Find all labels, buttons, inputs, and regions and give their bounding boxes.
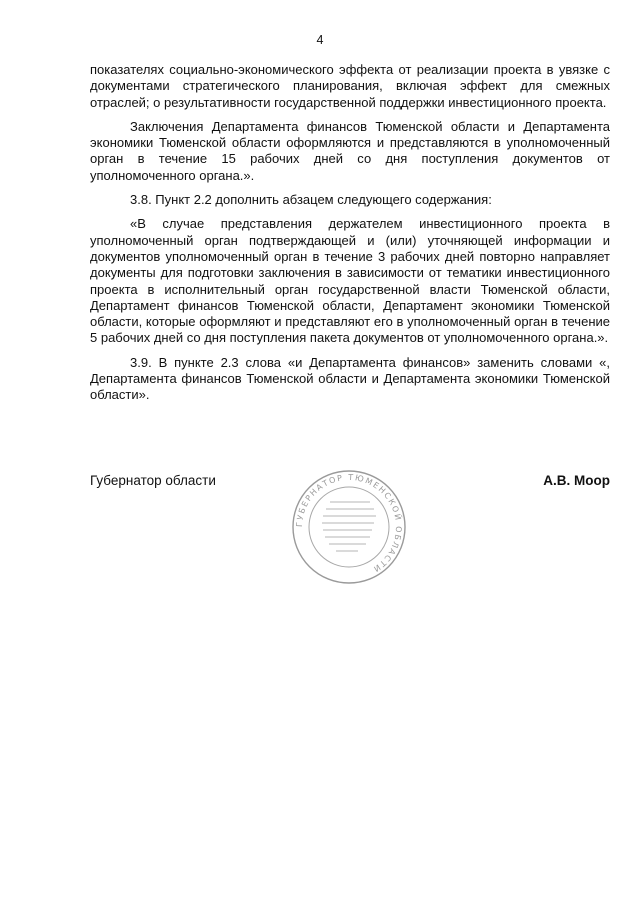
signatory-name: А.В. Моор	[543, 473, 610, 488]
official-seal-stamp	[290, 468, 408, 586]
seal-ring-text: ГУБЕРНАТОР ТЮМЕНСКОЙ ОБЛАСТИ	[294, 472, 404, 575]
seal-inner-lines	[322, 502, 376, 551]
paragraph-item-3-8: 3.8. Пункт 2.2 дополнить абзацем следующего содержания:	[130, 192, 492, 208]
paragraph-item-3-9: 3.9. В пункте 2.3 слова «и Департамента финансов» заменить словами «, Департамента финансов Тюменской области и Департамента экономики Тюменской области».	[90, 354, 610, 403]
paragraph-continuation: показателях социально-экономического эффекта от реализации проекта в увязке с документами стратегического планирования, включая эффект для смежных отраслей; о результативности государственной поддержки инвестиционного проекта.	[90, 62, 610, 110]
document-body	[90, 62, 610, 412]
page-number: 4	[316, 33, 324, 47]
paragraph-conclusions: Заключения Департамента финансов Тюменской области и Департамента экономики Тюменской области оформляются и представляются в уполномоченный орган в течение 15 рабочих дней со дня поступления документов от уполномоченного органа.».	[90, 118, 610, 183]
signatory-title: Губернатор области	[90, 473, 216, 488]
paragraph-quoted-addition: «В случае представления держателем инвестиционного проекта в уполномоченный орган подтверждающей и (или) уточняющей информации и документов уполномоченный орган в течение 3 рабочих дней повторно направляет документы для подготовки заключения в зависимости от тематики инвестиционного проекта в исполнительный орган государственной власти Тюменской области, Департамент финансов Тюменской области, Департамент экономики Тюменской области, которые оформляют и представляют его в уполномоченный орган в течение 5 рабочих дней со дня поступления пакета документов от уполномоченного органа.».	[90, 216, 610, 346]
